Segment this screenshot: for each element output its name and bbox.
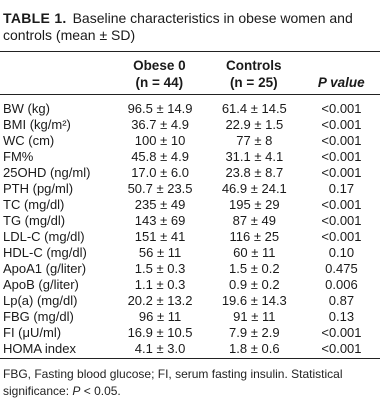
baseline-table-body	[0, 95, 380, 357]
header-obese-n: (n = 44)	[135, 75, 184, 90]
row-controls-value: 0.9 ± 0.2	[229, 277, 280, 292]
row-label: HDL-C (mg/dl)	[3, 245, 87, 260]
table-footnote	[0, 366, 380, 400]
header-label-col-2	[0, 74, 114, 91]
row-controls-value: 46.9 ± 24.1	[221, 181, 287, 196]
table-body	[0, 95, 380, 357]
header-row-2	[0, 74, 380, 91]
row-p-value: 0.10	[328, 245, 355, 260]
row-obese-value: 16.9 ± 10.5	[127, 325, 193, 340]
row-label: FM%	[3, 149, 34, 164]
row-label: LDL-C (mg/dl)	[3, 229, 85, 244]
row-p-value: 0.13	[328, 309, 355, 324]
row-p-value: <0.001	[321, 149, 362, 164]
row-controls-value: 60 ± 11	[233, 245, 276, 260]
table-number: TABLE 1.	[3, 10, 67, 26]
row-label: BMI (kg/m²)	[3, 117, 71, 132]
row-p-value: 0.475	[325, 261, 358, 276]
table-row	[0, 95, 380, 117]
row-p-value: <0.001	[321, 197, 362, 212]
row-controls-value: 23.8 ± 8.7	[225, 165, 284, 180]
table-row	[0, 149, 380, 165]
header-p-value-text: P value	[317, 75, 365, 90]
row-controls-value: 31.1 ± 4.1	[225, 149, 284, 164]
row-controls-value: 1.8 ± 0.6	[229, 341, 280, 356]
row-obese-value: 45.8 ± 4.9	[131, 149, 189, 164]
table-row	[0, 309, 380, 325]
table-row	[0, 245, 380, 261]
table-title: Baseline characteristics in obese women and controls (mean ± SD)	[3, 10, 353, 43]
row-p-value: <0.001	[321, 165, 362, 180]
row-label: TC (mg/dl)	[3, 197, 65, 212]
table-row	[0, 261, 380, 277]
header-row-1	[0, 52, 380, 74]
row-obese-value: 151 ± 41	[134, 229, 186, 244]
row-obese-value: 50.7 ± 23.5	[127, 181, 193, 196]
header-p-value	[303, 74, 381, 91]
row-obese-value: 143 ± 69	[134, 213, 186, 228]
row-controls-value: 116 ± 25	[229, 229, 280, 244]
row-label: 25OHD (ng/ml)	[3, 165, 91, 180]
row-label: PTH (pg/ml)	[3, 181, 74, 196]
table-row	[0, 165, 380, 181]
row-label: Lp(a) (mg/dl)	[3, 293, 78, 308]
row-controls-value: 61.4 ± 14.5	[221, 101, 287, 116]
row-obese-value: 36.7 ± 4.9	[131, 117, 189, 132]
row-obese-value: 96.5 ± 14.9	[127, 101, 193, 116]
row-controls-value: 7.9 ± 2.9	[229, 325, 280, 340]
row-obese-value: 100 ± 10	[134, 133, 186, 148]
row-obese-value: 4.1 ± 3.0	[134, 341, 186, 356]
row-label: WC (cm)	[3, 133, 55, 148]
row-obese-value: 17.0 ± 6.0	[131, 165, 189, 180]
row-p-value: <0.001	[321, 213, 362, 228]
footnote-text: FBG, Fasting blood glucose; FI, serum fasting insulin. Statistical significance:	[3, 367, 343, 398]
table-row	[0, 181, 380, 197]
row-label: HOMA index	[3, 341, 76, 356]
table-row	[0, 117, 380, 133]
row-p-value: <0.001	[321, 133, 362, 148]
table-row	[0, 341, 380, 357]
row-p-value: <0.001	[321, 117, 362, 132]
row-label: ApoB (g/liter)	[3, 277, 79, 292]
table-row	[0, 325, 380, 341]
row-p-value: <0.001	[321, 101, 362, 116]
row-obese-value: 20.2 ± 13.2	[127, 293, 193, 308]
table-row	[0, 229, 380, 245]
table-row	[0, 133, 380, 149]
row-obese-value: 1.1 ± 0.3	[134, 277, 186, 292]
row-p-value: 0.17	[328, 181, 355, 196]
row-obese-value: 56 ± 11	[138, 245, 182, 260]
row-label: TG (mg/dl)	[3, 213, 66, 228]
row-controls-value: 22.9 ± 1.5	[225, 117, 284, 132]
row-label: ApoA1 (g/liter)	[3, 261, 87, 276]
row-p-value: <0.001	[321, 341, 362, 356]
row-obese-value: 96 ± 11	[138, 309, 182, 324]
row-controls-value: 87 ± 49	[232, 213, 276, 228]
row-p-value: 0.006	[325, 277, 358, 292]
row-controls-value: 19.6 ± 14.3	[221, 293, 287, 308]
row-obese-value: 1.5 ± 0.3	[134, 261, 186, 276]
table-row	[0, 213, 380, 229]
table-row	[0, 293, 380, 309]
row-p-value: <0.001	[321, 229, 362, 244]
baseline-table	[0, 52, 380, 91]
row-label: BW (kg)	[3, 101, 50, 116]
footnote-threshold: < 0.05.	[80, 384, 121, 398]
row-p-value: 0.87	[328, 293, 355, 308]
table-header	[0, 52, 380, 91]
bottom-rule	[0, 358, 380, 359]
row-controls-value: 195 ± 29	[229, 197, 280, 212]
table-caption	[0, 0, 380, 44]
header-controls: Controls	[226, 58, 282, 73]
row-controls-value: 77 ± 8	[236, 133, 273, 148]
row-controls-value: 1.5 ± 0.2	[229, 261, 280, 276]
row-label: FI (μU/ml)	[3, 325, 62, 340]
table-row	[0, 197, 380, 213]
row-controls-value: 91 ± 11	[233, 309, 276, 324]
header-obese: Obese 0	[133, 58, 186, 73]
footnote-p-symbol: P	[72, 384, 81, 398]
header-controls-n: (n = 25)	[229, 75, 278, 90]
row-obese-value: 235 ± 49	[134, 197, 186, 212]
row-label: FBG (mg/dl)	[3, 309, 74, 324]
table-row	[0, 277, 380, 293]
header-p-empty	[303, 52, 381, 74]
row-p-value: <0.001	[321, 325, 362, 340]
header-label-col	[0, 52, 114, 74]
